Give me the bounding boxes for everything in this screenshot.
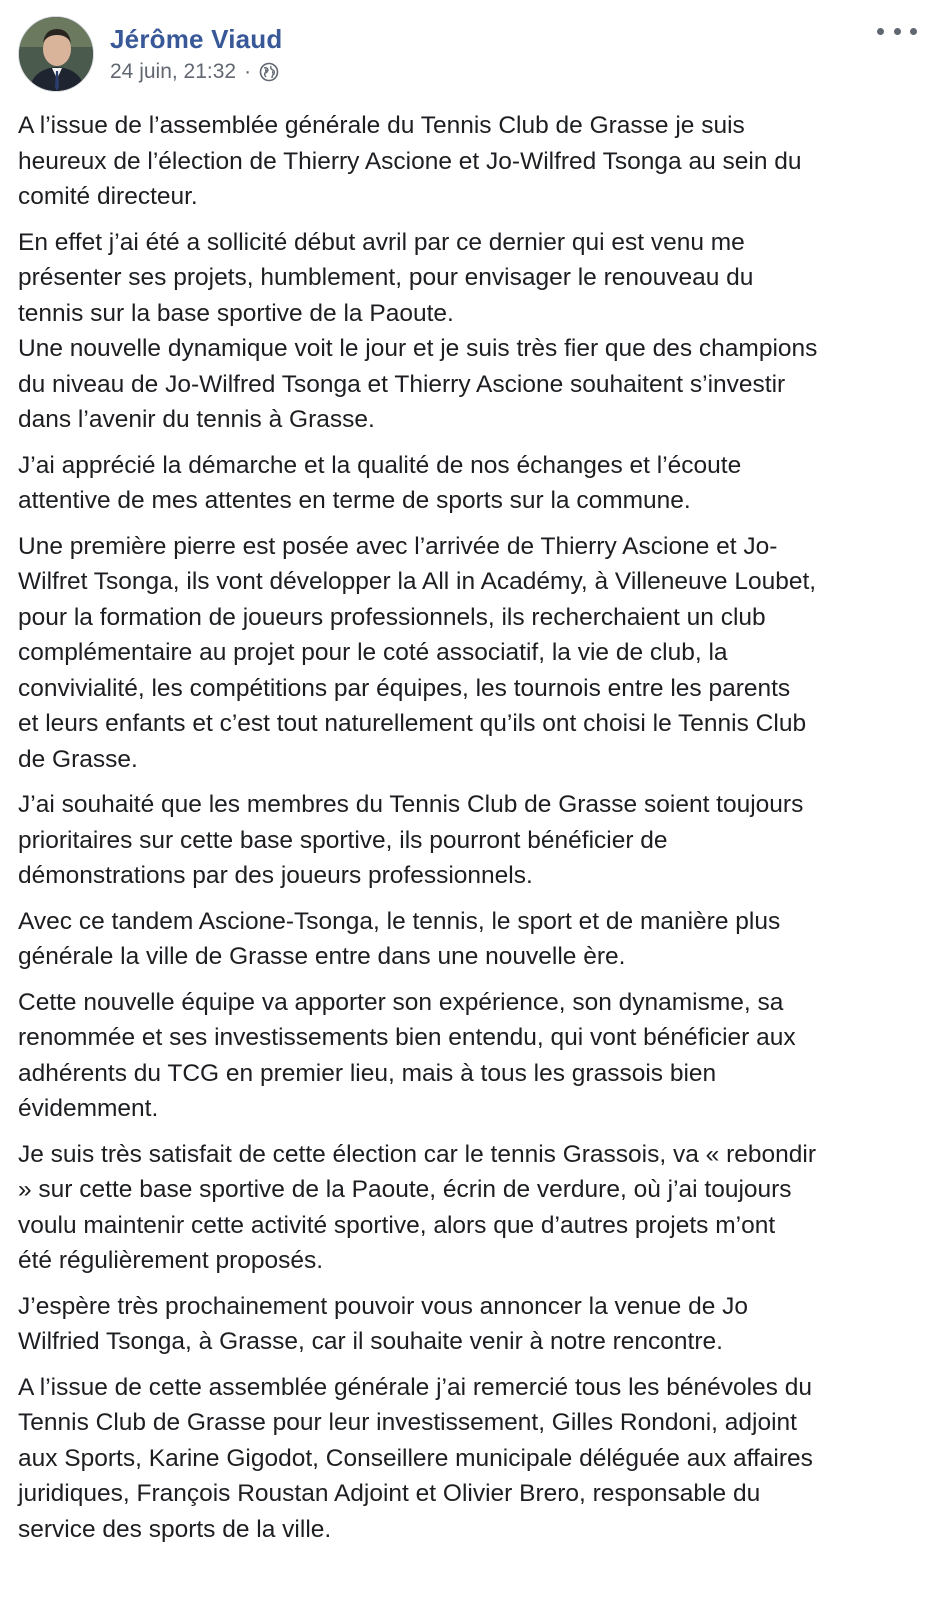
more-dot [877,28,884,35]
post-timestamp[interactable]: 24 juin, 21:32 [110,60,237,83]
post-paragraph: J’ai souhaité que les membres du Tennis Club de Grasse soient toujours prioritaires sur cette base sportive, ils pourront bénéficier de démonstrations par des joueurs professionnels. [18,791,804,889]
author-name[interactable]: Jérôme Viaud [110,24,283,54]
more-dot [894,28,901,35]
post-meta [110,60,279,84]
globe-icon[interactable] [259,62,279,82]
author-avatar[interactable] [18,16,94,92]
more-options-icon[interactable] [877,18,917,44]
post-body [18,108,918,1557]
meta-separator: · [244,60,252,83]
post-paragraph: J’espère très prochainement pouvoir vous annoncer la venue de Jo Wilfried Tsonga, à Grasse, car il souhaite venir à notre rencontre. [18,1292,748,1355]
post-paragraph: Une première pierre est posée avec l’arrivée de Thierry Ascione et Jo- Wilfret Tsonga, ils vont développer la All in Académy, à Villeneuve Loubet, pour la formation de joueurs professionnels, ils recherchaient un club complémentaire au projet pour le coté associatif, la vie de club, la convivialité, les compétitions par équipes, les tournois entre les parents et leurs enfants et c’est tout naturellement qu’ils ont choisi le Tennis Club de Grasse. [18,532,817,773]
post-paragraph: Je suis très satisfait de cette élection car le tennis Grassois, va « rebondir » sur cette base sportive de la Paoute, écrin de verdure, où j’ai toujours voulu maintenir cette activité sportive, alors que d’autres projets m’ont été régulièrement proposés. [18,1140,816,1274]
post-paragraph: A l’issue de l’assemblée générale du Tennis Club de Grasse je suis heureux de l’élection de Thierry Ascione et Jo-Wilfred Tsonga au sein du comité directeur. [18,112,802,210]
post-header [18,14,923,94]
more-dot [910,28,917,35]
post-paragraph: En effet j’ai été a sollicité début avril par ce dernier qui est venu me présenter ses projets, humblement, pour envisager le renouveau du tennis sur la base sportive de la Paoute. Une nouvelle dynamique voit le jour et je suis très fier que des champions du niveau de Jo-Wilfred Tsonga et Thierry Ascione souhaitent s’investir dans l’avenir du tennis à Grasse. [18,228,818,433]
post-paragraph: A l’issue de cette assemblée générale j’ai remercié tous les bénévoles du Tennis Club de Grasse pour leur investissement, Gilles Rondoni, adjoint aux Sports, Karine Gigodot, Conseillere municipale déléguée aux affaires juridiques, François Roustan Adjoint et Olivier Brero, responsable du service des sports de la ville. [18,1373,813,1543]
post-paragraph: J’ai apprécié la démarche et la qualité de nos échanges et l’écoute attentive de mes attentes en terme de sports sur la commune. [18,451,742,514]
post-paragraph: Cette nouvelle équipe va apporter son expérience, son dynamisme, sa renommée et ses investissements bien entendu, qui vont bénéficier aux adhérents du TCG en premier lieu, mais à tous les grassois bien évidemment. [18,988,796,1122]
post-paragraph: Avec ce tandem Ascione-Tsonga, le tennis, le sport et de manière plus générale la ville de Grasse entre dans une nouvelle ère. [18,907,781,970]
